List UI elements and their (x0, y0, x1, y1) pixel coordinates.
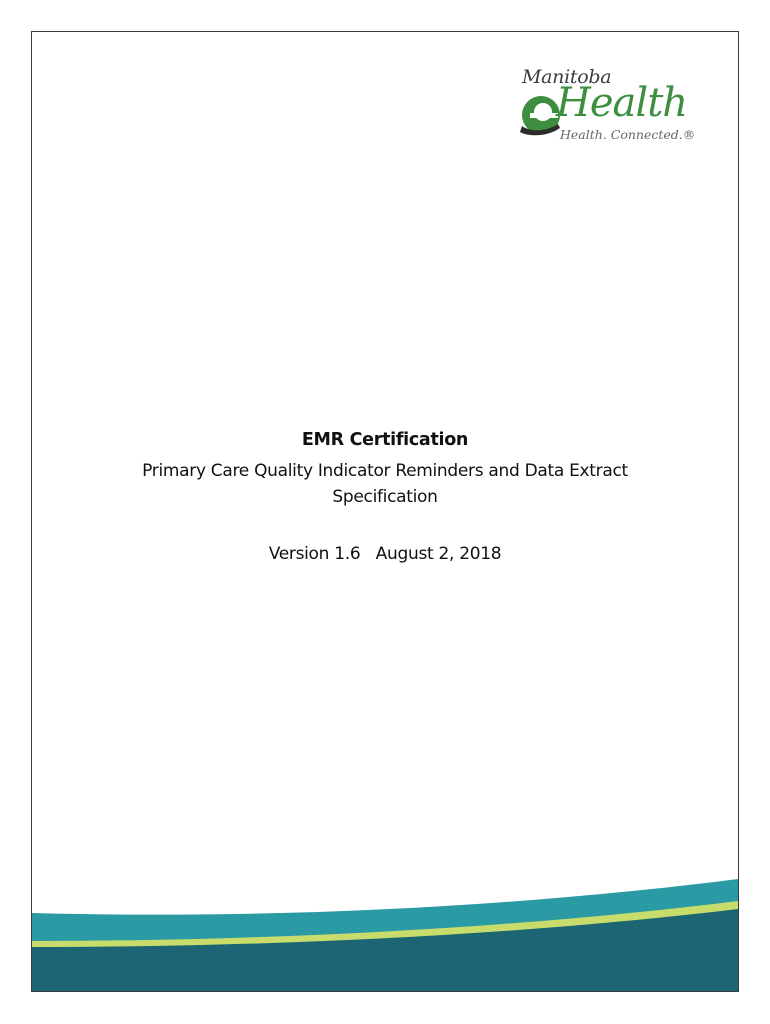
subtitle-line-1: Primary Care Quality Indicator Reminders and Data Extract (142, 461, 628, 481)
logo-tagline: Health. Connected.® (560, 127, 696, 142)
logo-brand-name: Health (556, 80, 688, 126)
logo-org-name: Manitoba (522, 66, 612, 88)
subtitle-line-2: Specification (332, 487, 438, 507)
footer-swoosh-band (32, 879, 738, 991)
document-version: Version 1.6 August 2, 2018 (268, 544, 502, 564)
document-title: EMR Certification (301, 430, 469, 450)
manitoba-ehealth-logo (516, 66, 716, 150)
title-block (32, 428, 738, 566)
document-page (31, 31, 739, 992)
document-subtitle (32, 458, 738, 510)
